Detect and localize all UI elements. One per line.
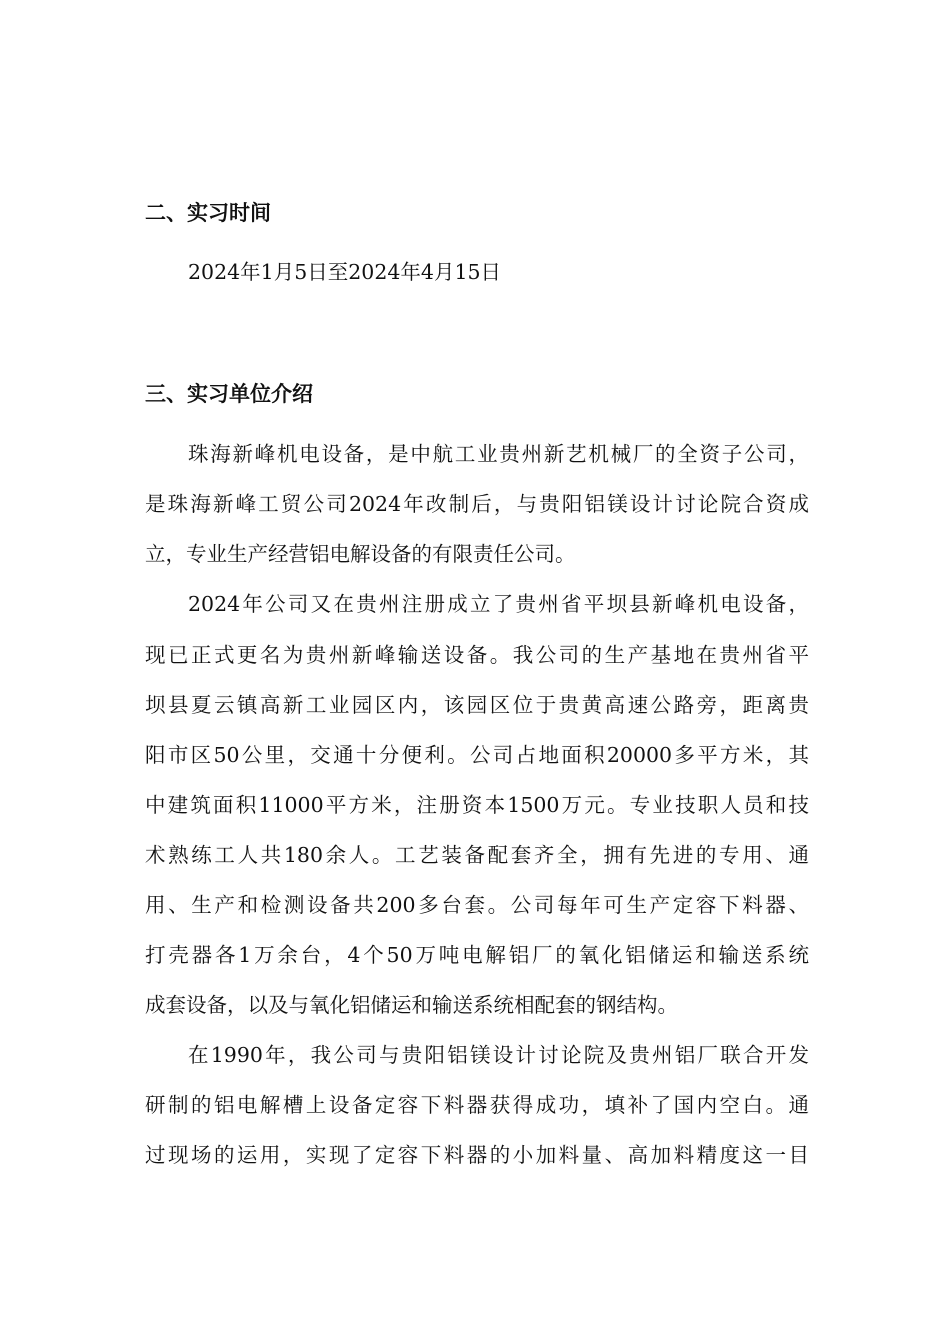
paragraph-3-line-1: 在1990年，我公司与贵阳铝镁设计讨论院及贵州铝厂联合开发 bbox=[188, 1043, 809, 1067]
paragraph-1-line-3: 立，专业生产经营铝电解设备的有限责任公司。 bbox=[145, 542, 576, 566]
paragraph-1-line-2: 是珠海新峰工贸公司2024年改制后，与贵阳铝镁设计讨论院合资成 bbox=[145, 492, 809, 516]
paragraph-2-line-9: 成套设备，以及与氧化铝储运和输送系统相配套的钢结构。 bbox=[145, 993, 678, 1017]
paragraph-2-line-3: 坝县夏云镇高新工业园区内，该园区位于贵黄高速公路旁，距离贵 bbox=[145, 693, 809, 717]
paragraph-3-line-3: 过现场的运用，实现了定容下料器的小加料量、高加料精度这一目 bbox=[145, 1143, 809, 1167]
paragraph-2-line-1: 2024年公司又在贵州注册成立了贵州省平坝县新峰机电设备， bbox=[188, 592, 809, 616]
section-heading-internship-time: 二、实习时间 bbox=[145, 200, 271, 225]
paragraph-2-line-2: 现已正式更名为贵州新峰输送设备。我公司的生产基地在贵州省平 bbox=[145, 643, 809, 667]
paragraph-2-line-4: 阳市区50公里，交通十分便利。公司占地面积20000多平方米，其 bbox=[145, 743, 809, 767]
paragraph-3-line-2: 研制的铝电解槽上设备定容下料器获得成功，填补了国内空白。通 bbox=[145, 1093, 809, 1117]
paragraph-1-line-1: 珠海新峰机电设备，是中航工业贵州新艺机械厂的全资子公司， bbox=[188, 442, 809, 466]
paragraph-2-line-7: 用、生产和检测设备共200多台套。公司每年可生产定容下料器、 bbox=[145, 893, 809, 917]
paragraph-2-line-5: 中建筑面积11000平方米，注册资本1500万元。专业技职人员和技 bbox=[145, 793, 809, 817]
section-heading-company-intro: 三、实习单位介绍 bbox=[145, 381, 313, 406]
paragraph-2-line-8: 打壳器各1万余台，4个50万吨电解铝厂的氧化铝储运和输送系统 bbox=[145, 943, 809, 967]
paragraph-2-line-6: 术熟练工人共180余人。工艺装备配套齐全，拥有先进的专用、通 bbox=[145, 843, 809, 867]
internship-period-text: 2024年1月5日至2024年4月15日 bbox=[188, 260, 502, 284]
